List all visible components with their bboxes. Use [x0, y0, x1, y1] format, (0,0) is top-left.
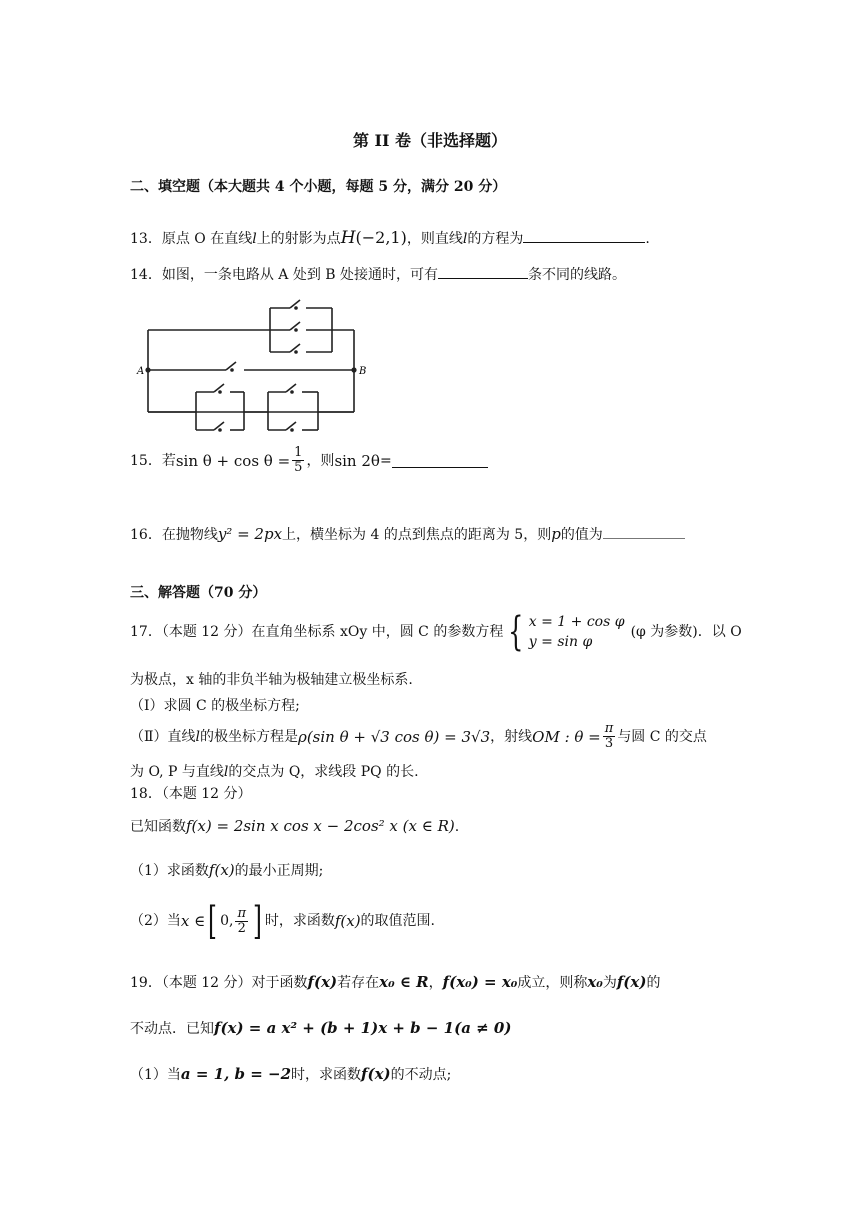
q19-line2 — [130, 1018, 511, 1039]
q18-head: 18．（本题 12 分） — [130, 786, 252, 802]
q19-text-d: 成立，则称 — [517, 975, 588, 991]
q13-end: . — [645, 231, 650, 247]
q15-expr: sin θ + cos θ = — [175, 451, 291, 470]
q19-fx0: f(x₀) = x₀ — [442, 973, 518, 991]
q17-param: (φ 为参数) — [630, 624, 698, 640]
question-17 — [130, 609, 742, 655]
q15-text-b: ，则 — [306, 452, 335, 469]
q17-text-b: ．以 O — [697, 624, 742, 640]
q19-fx-3: f(x) — [361, 1065, 391, 1083]
question-13 — [130, 228, 650, 249]
q19-text-c: ， — [428, 975, 443, 991]
q18-part2 — [130, 899, 435, 943]
q16-text-c: 的值为 — [560, 527, 603, 543]
q19-ab: a = 1, b = −2 — [180, 1065, 292, 1083]
q15-expr2: sin 2θ — [334, 451, 380, 470]
q16-expr: y² = 2px — [217, 525, 283, 543]
q17-three: 3 — [604, 736, 614, 751]
q19-text-a: 19．（本题 12 分）对于函数 — [130, 975, 308, 991]
q17-fraction — [603, 722, 616, 751]
question-14 — [130, 264, 626, 285]
q14-answer-blank[interactable] — [438, 264, 528, 279]
q18-p2-text-a: （2）当 — [130, 913, 181, 929]
question-15 — [130, 446, 488, 475]
circuit-label-b: B — [359, 366, 367, 377]
q17-var-l: l — [195, 728, 200, 745]
q16-var-p: p — [551, 525, 561, 543]
q17-line4-b: 的交点为 Q，求线段 PQ 的长. — [228, 764, 419, 780]
q19-definition: f(x) = a x² + (b + 1)x + b − 1(a ≠ 0) — [214, 1019, 512, 1037]
q18-x-in: x ∈ — [180, 912, 206, 930]
q17-line4-a: 为 O, P 与直线 — [130, 764, 224, 780]
q17-pi: π — [604, 721, 614, 736]
q17-line4 — [130, 762, 419, 782]
q15-num: 1 — [294, 445, 303, 460]
q13-text-b: 上的射影为点 — [256, 231, 341, 247]
q17-part2 — [130, 722, 707, 751]
q19-fx: f(x) — [307, 973, 338, 991]
q19-p1-text-a: （1）当 — [130, 1067, 181, 1083]
q17-eq2: y = sin φ — [528, 634, 593, 650]
q15-fraction — [292, 446, 304, 475]
q18-def — [130, 816, 459, 837]
q14-text: 14．如图，一条电路从 A 处到 B 处接通时，可有 — [130, 267, 439, 283]
q15-eq: = — [379, 452, 392, 469]
q18-p2-text-c: 的取值范围. — [360, 913, 435, 929]
q19-line2-a: 不动点．已知 — [130, 1021, 214, 1037]
q18-fx: f(x) — [208, 861, 235, 879]
q18-p2-text-b: 时，求函数 — [264, 913, 335, 929]
q19-x0-in-r: x₀ ∈ R — [379, 973, 429, 991]
q18-text-a: 已知函数 — [130, 819, 186, 835]
q19-text-b: 若存在 — [337, 975, 380, 991]
q13-text-a: 13．原点 O 在直线 — [130, 231, 253, 247]
section-answer-heading: 三、解答题（70 分） — [130, 585, 267, 601]
q13-answer-blank[interactable] — [523, 228, 645, 243]
q18-function: f(x) = 2sin x cos x − 2cos² x (x ∈ R) — [186, 817, 455, 835]
q17-p2-text-b: 的极坐标方程是 — [200, 728, 298, 745]
q17-p2-text-d: 与圆 C 的交点 — [617, 728, 707, 745]
q16-text-a: 16．在抛物线 — [130, 527, 218, 543]
q17-system — [529, 612, 625, 652]
q18-pi: π — [237, 905, 246, 921]
q16-answer-blank[interactable] — [603, 524, 685, 539]
q17-brace: { — [508, 609, 524, 655]
circuit-diagram — [136, 294, 372, 442]
q15-text-a: 15．若 — [130, 452, 176, 469]
q19-fx-2: f(x) — [616, 973, 647, 991]
q17-eq1: x = 1 + cos φ — [528, 614, 625, 630]
q13-text-c: ，则直线 — [406, 231, 463, 247]
q19-p1-text-b: 时，求函数 — [291, 1067, 362, 1083]
q18-fx-2: f(x) — [334, 912, 361, 930]
page-title: 第 II 卷（非选择题） — [352, 131, 508, 150]
q16-text-b: 上，横坐标为 4 的点到焦点的距离为 5，则 — [282, 527, 552, 543]
q13-point-coords: (−2,1) — [355, 228, 407, 247]
q18-right-bracket: ] — [252, 899, 262, 943]
q13-point-h: H — [340, 228, 356, 248]
q15-den: 5 — [294, 460, 303, 475]
q13-var-l-2: l — [462, 231, 468, 247]
q17-p2-text-a: （Ⅱ）直线 — [130, 728, 196, 745]
q17-var-l-2: l — [223, 764, 229, 780]
q18-fraction — [235, 907, 248, 936]
q17-ray: OM : θ = — [532, 727, 601, 746]
circuit-label-a: A — [137, 366, 145, 377]
q14-end: 条不同的线路。 — [528, 267, 627, 283]
q17-line2: 为极点，x 轴的非负半轴为极轴建立极坐标系. — [130, 672, 413, 688]
question-16 — [130, 524, 685, 545]
q13-text-d: 的方程为 — [467, 231, 524, 247]
q19-part1 — [130, 1064, 451, 1085]
q13-var-l: l — [252, 231, 257, 247]
q17-polar-eq: ρ(sin θ + √3 cos θ) = 3√3 — [298, 727, 491, 746]
q18-p1-text-b: 的最小正周期; — [234, 863, 324, 879]
q17-p2-text-c: ，射线 — [490, 728, 533, 745]
q18-part1 — [130, 860, 323, 881]
q18-end: . — [454, 819, 460, 835]
q18-two: 2 — [237, 920, 246, 936]
section-fill-in-heading: 二、填空题（本大题共 4 个小题，每题 5 分，满分 20 分） — [130, 179, 507, 195]
q18-left-bracket: [ — [208, 899, 218, 943]
q17-part1: （Ⅰ）求圆 C 的极坐标方程; — [130, 698, 300, 714]
q18-zero: 0, — [220, 913, 234, 929]
q19-x0: x₀ — [587, 973, 603, 991]
q19-text-e: 为 — [602, 975, 617, 991]
q15-answer-blank[interactable] — [392, 453, 488, 468]
q19-p1-text-c: 的不动点; — [390, 1067, 452, 1083]
q19-line1 — [130, 972, 660, 993]
q17-text-a: 17．（本题 12 分）在直角坐标系 xOy 中，圆 C 的参数方程 — [130, 624, 504, 640]
q18-p1-text-a: （1）求函数 — [130, 863, 209, 879]
q19-text-f: 的 — [646, 975, 661, 991]
